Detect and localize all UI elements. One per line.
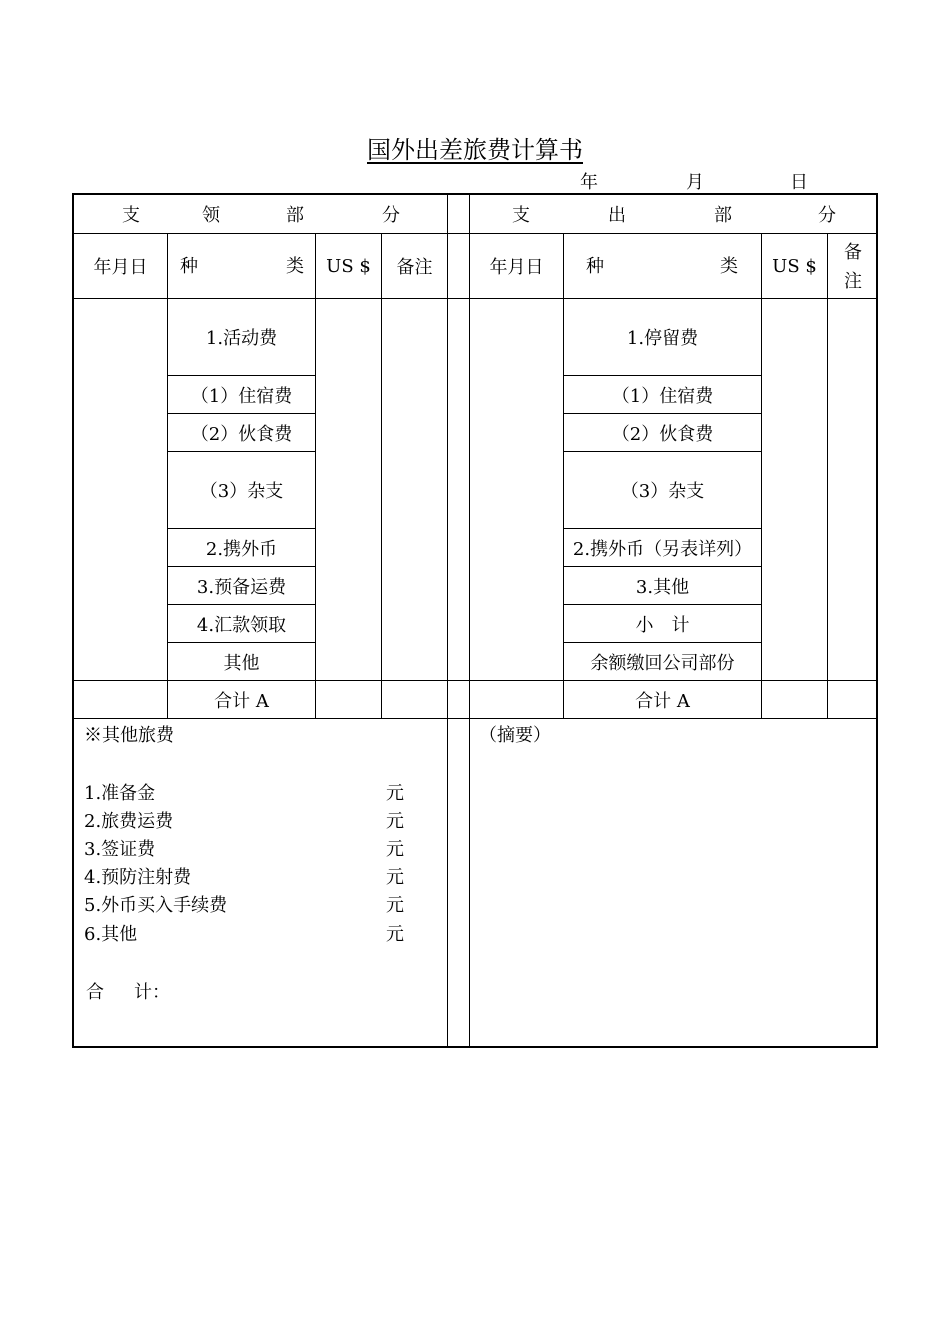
bottom-section-divider — [74, 718, 876, 719]
left-item-foreign-currency: 2.携外币 — [205, 538, 278, 560]
other-expense-unit: 元 — [386, 867, 404, 888]
date-year-label: 年 — [580, 172, 598, 193]
left-section-title-2: 领 — [202, 205, 220, 226]
left-item-other: 其他 — [223, 652, 260, 674]
right-item-subtotal: 小 计 — [635, 614, 690, 636]
other-expense-label: 1.准备金 — [84, 783, 156, 804]
right-header-note-a: 备 — [844, 242, 862, 263]
left-item-remittance: 4.汇款领取 — [196, 614, 287, 636]
left-item-misc: （3）杂支 — [199, 481, 284, 502]
right-item-lodging: （1）住宿费 — [611, 385, 714, 407]
left-section-title-3: 部 — [286, 205, 304, 226]
left-item-lodging: （1）住宿费 — [190, 385, 293, 407]
right-item-refund: 余额缴回公司部份 — [590, 653, 735, 674]
right-item-foreign-currency: 2.携外币（另表详列） — [572, 538, 753, 560]
expense-form — [72, 193, 878, 1048]
right-item-misc: （3）杂支 — [620, 481, 705, 502]
other-expenses-heading: ※其他旅费 — [84, 725, 174, 746]
other-expense-unit: 元 — [386, 839, 404, 860]
other-expense-label: 2.旅费运费 — [84, 811, 174, 832]
other-expense-label: 6.其他 — [84, 924, 138, 945]
left-item-activity: 1.活动费 — [205, 328, 278, 349]
right-section-title-3: 部 — [714, 205, 732, 226]
left-total: 合计 A — [214, 690, 269, 712]
right-total: 合计 A — [635, 690, 690, 712]
left-header-note: 备注 — [396, 257, 433, 278]
summary-heading: （摘要） — [479, 725, 551, 746]
right-section-title-1: 支 — [512, 205, 530, 226]
right-item-other: 3.其他 — [635, 576, 690, 598]
right-section-title-4: 分 — [818, 205, 836, 226]
right-header-kind-a: 种 — [586, 256, 604, 277]
left-section-title-4: 分 — [382, 205, 400, 226]
right-header-kind-b: 类 — [720, 256, 738, 277]
other-expense-label: 4.预防注射费 — [84, 867, 192, 888]
other-expense-unit: 元 — [386, 924, 404, 945]
other-expense-unit: 元 — [386, 783, 404, 804]
other-expense-label: 3.签证费 — [84, 839, 156, 860]
other-expense-unit: 元 — [386, 811, 404, 832]
right-header-usd: US $ — [772, 255, 817, 277]
page-title: 国外出差旅费计算书 — [367, 136, 583, 164]
right-item-meals: （2）伙食费 — [611, 423, 714, 445]
left-header-kind-a: 种 — [180, 256, 198, 277]
left-item-reserve-freight: 3.预备运费 — [196, 576, 287, 598]
date-day-label: 日 — [790, 172, 808, 193]
right-header-note-b: 注 — [844, 271, 862, 292]
date-month-label: 月 — [686, 172, 704, 193]
other-expenses-sum-b: 计： — [134, 982, 170, 1003]
left-section-title-1: 支 — [122, 205, 140, 226]
left-header-date: 年月日 — [93, 257, 148, 278]
center-spine-left — [447, 195, 448, 1046]
right-section-title-2: 出 — [608, 205, 626, 226]
other-expense-unit: 元 — [386, 895, 404, 916]
left-header-usd: US $ — [326, 255, 371, 277]
other-expenses-sum-a: 合 — [86, 982, 104, 1003]
right-item-stay: 1.停留费 — [626, 328, 699, 349]
left-header-kind-b: 类 — [286, 256, 304, 277]
right-header-date: 年月日 — [489, 257, 544, 278]
other-expense-label: 5.外币买入手续费 — [84, 895, 228, 916]
center-spine-right — [469, 195, 470, 1046]
left-item-meals: （2）伙食费 — [190, 423, 293, 445]
